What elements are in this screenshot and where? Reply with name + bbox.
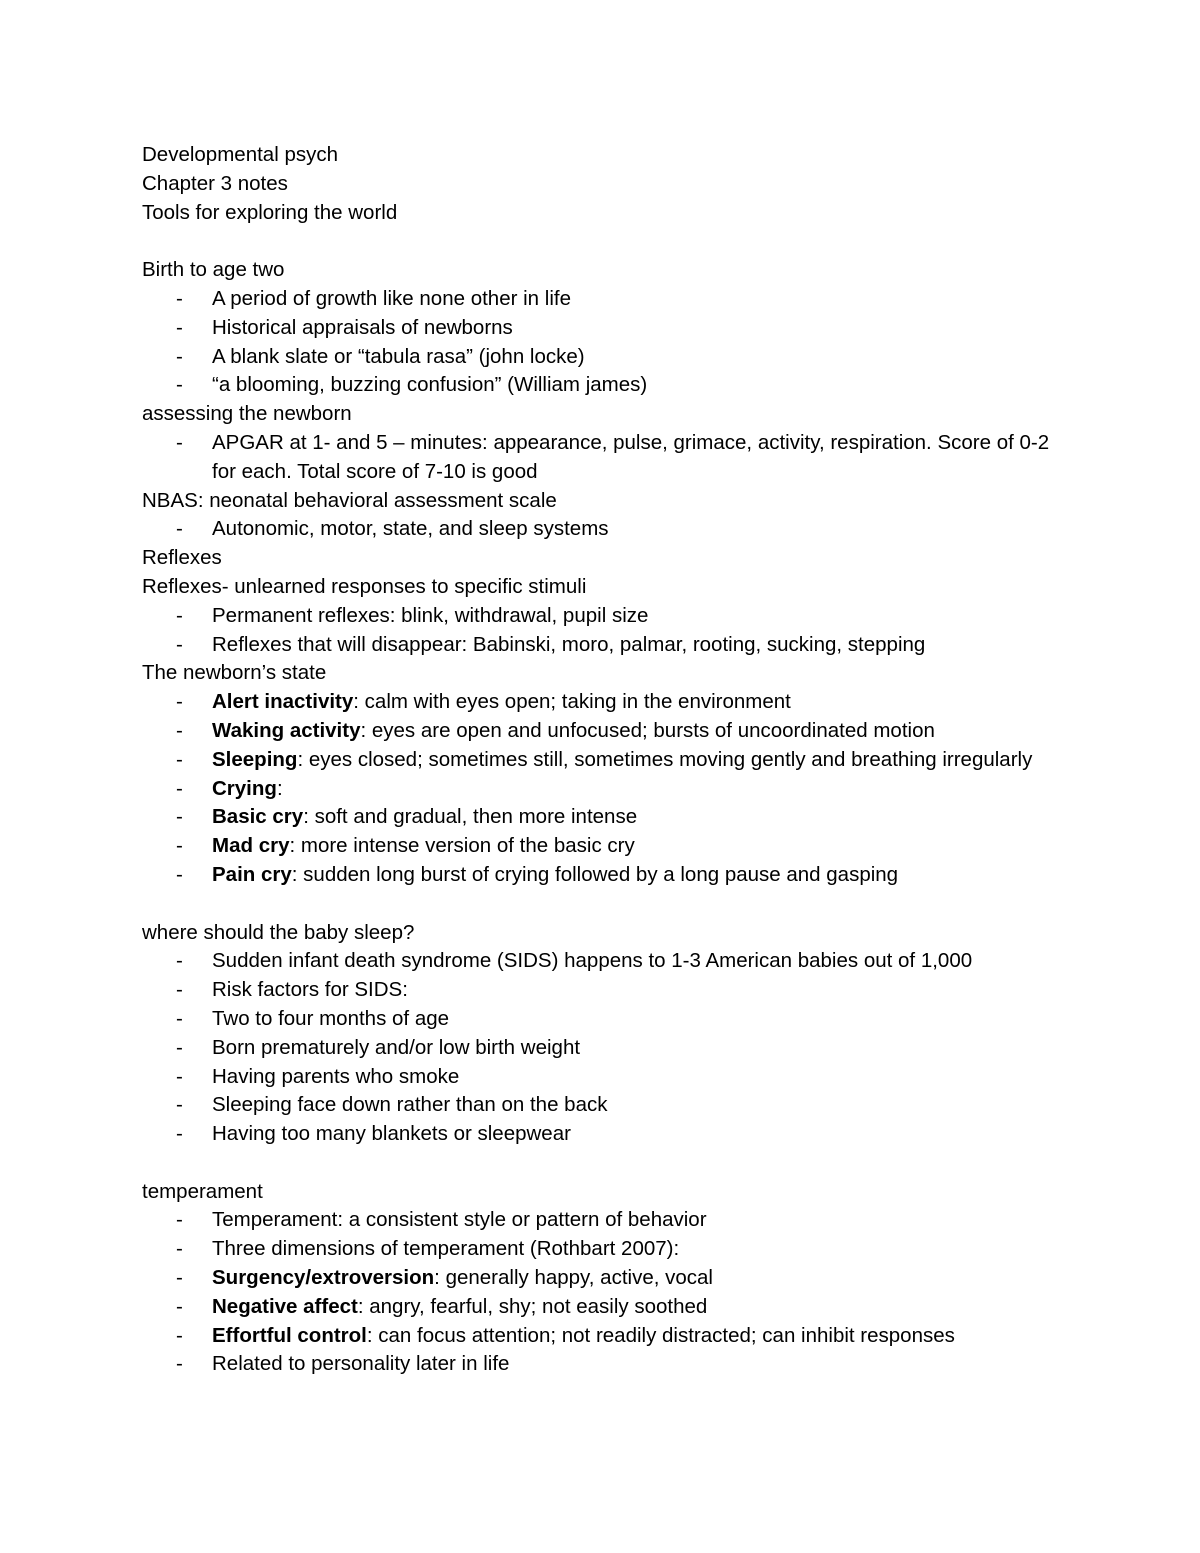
bullet-text: Three dimensions of temperament (Rothbart 2007): xyxy=(212,1237,680,1261)
bullet-item xyxy=(142,832,1062,861)
bullet-item xyxy=(142,371,1062,400)
bullet-dash: - xyxy=(176,1266,183,1290)
bullet-dash: - xyxy=(176,1093,183,1117)
bullet-text: A blank slate or “tabula rasa” (john locke) xyxy=(212,344,585,368)
bullet-item xyxy=(142,1063,1062,1092)
text-line: The newborn’s state xyxy=(142,661,327,685)
bullet-dash: - xyxy=(176,747,183,771)
bullet-item xyxy=(142,602,1062,631)
text-line: Chapter 3 notes xyxy=(142,171,288,195)
bullet-text: : sudden long burst of crying followed by a long pause and gasping xyxy=(291,862,899,886)
bullet-item xyxy=(142,343,1062,372)
bullet-item xyxy=(142,1120,1062,1149)
blank-line xyxy=(142,227,1062,256)
bullet-dash: - xyxy=(176,603,183,627)
bullet-dash: - xyxy=(176,690,183,714)
bullet-term: Waking activity xyxy=(212,718,361,742)
bullet-text: : eyes closed; sometimes still, sometimes moving gently and breathing irregularly xyxy=(297,747,1033,771)
bullet-text: Temperament: a consistent style or pattern of behavior xyxy=(212,1208,707,1232)
bullet-term: Mad cry xyxy=(212,834,290,858)
bullet-text: : more intense version of the basic cry xyxy=(289,834,635,858)
bullet-dash: - xyxy=(176,862,183,886)
bullet-text: A period of growth like none other in life xyxy=(212,286,571,310)
bullet-term: Negative affect xyxy=(212,1294,358,1318)
bullet-text: “a blooming, buzzing confusion” (William james) xyxy=(212,373,648,397)
bullet-dash: - xyxy=(176,1035,183,1059)
bullet-item xyxy=(142,285,1062,314)
bullet-dash: - xyxy=(176,344,183,368)
bullet-dash: - xyxy=(176,632,183,656)
bullet-dash: - xyxy=(176,1208,183,1232)
bullet-item xyxy=(142,1264,1062,1293)
bullet-term: Sleeping xyxy=(212,747,298,771)
bullet-item xyxy=(142,861,1062,890)
bullet-text: : soft and gradual, then more intense xyxy=(303,805,638,829)
bullet-item xyxy=(142,1350,1062,1379)
bullet-text: Born prematurely and/or low birth weight xyxy=(212,1035,581,1059)
bullet-item xyxy=(142,1034,1062,1063)
bullet-text: Historical appraisals of newborns xyxy=(212,315,513,339)
bullet-text: Having parents who smoke xyxy=(212,1064,460,1088)
bullet-item xyxy=(142,688,1062,717)
bullet-item xyxy=(142,1206,1062,1235)
bullet-item xyxy=(142,717,1062,746)
text-line: temperament xyxy=(142,1179,263,1203)
bullet-text: Permanent reflexes: blink, withdrawal, pupil size xyxy=(212,603,649,627)
bullet-dash: - xyxy=(176,373,183,397)
bullet-item xyxy=(142,1005,1062,1034)
bullet-text: : xyxy=(276,776,283,800)
bullet-text: Two to four months of age xyxy=(212,1006,450,1030)
bullet-dash: - xyxy=(176,1237,183,1261)
bullet-dash: - xyxy=(176,834,183,858)
bullet-item xyxy=(142,1235,1062,1264)
bullet-item xyxy=(142,803,1062,832)
text-line: Tools for exploring the world xyxy=(142,200,398,224)
bullet-item xyxy=(142,631,1062,660)
bullet-text: : can focus attention; not readily distracted; can inhibit responses xyxy=(366,1323,955,1347)
blank-line xyxy=(142,1149,1062,1178)
bullet-dash: - xyxy=(176,1294,183,1318)
bullet-item xyxy=(142,1091,1062,1120)
bullet-dash: - xyxy=(176,718,183,742)
text-line: Developmental psych xyxy=(142,143,338,166)
bullet-dash: - xyxy=(176,805,183,829)
bullet-term: Pain cry xyxy=(212,862,292,886)
bullet-text: Risk factors for SIDS: xyxy=(212,978,408,1002)
blank-line xyxy=(142,890,1062,919)
bullet-item xyxy=(142,515,1062,544)
bullet-item xyxy=(142,1322,1062,1351)
bullet-term: Effortful control xyxy=(212,1323,367,1347)
bullet-text: : eyes are open and unfocused; bursts of uncoordinated motion xyxy=(360,718,935,742)
bullet-text: Sleeping face down rather than on the back xyxy=(212,1093,608,1117)
bullet-term: Surgency/extroversion xyxy=(212,1266,435,1290)
text-line: assessing the newborn xyxy=(142,402,352,426)
bullet-dash: - xyxy=(176,1006,183,1030)
bullet-text: : generally happy, active, vocal xyxy=(434,1266,713,1290)
bullet-text: Sudden infant death syndrome (SIDS) happens to 1-3 American babies out of 1,000 xyxy=(212,949,973,973)
bullet-text: Autonomic, motor, state, and sleep systems xyxy=(212,517,609,541)
bullet-dash: - xyxy=(176,286,183,310)
bullet-term: Basic cry xyxy=(212,805,304,829)
bullet-dash: - xyxy=(176,949,183,973)
bullet-text: : angry, fearful, shy; not easily soothed xyxy=(357,1294,708,1318)
document-body xyxy=(142,141,1062,1379)
bullet-dash: - xyxy=(176,1064,183,1088)
bullet-dash: - xyxy=(176,1323,183,1347)
bullet-text: : calm with eyes open; taking in the environment xyxy=(353,690,791,714)
bullet-item xyxy=(142,775,1062,804)
text-line: where should the baby sleep? xyxy=(142,920,415,944)
bullet-item xyxy=(142,976,1062,1005)
bullet-text: APGAR at 1- and 5 – minutes: appearance, pulse, grimace, activity, respiration. Score of 0-2 for each. Total score of 7-10 is good xyxy=(212,430,1050,483)
bullet-item xyxy=(142,947,1062,976)
bullet-item xyxy=(142,746,1062,775)
bullet-item xyxy=(142,429,1062,487)
bullet-dash: - xyxy=(176,517,183,541)
text-line: Reflexes xyxy=(142,546,222,570)
bullet-text: Related to personality later in life xyxy=(212,1352,510,1376)
bullet-dash: - xyxy=(176,430,183,454)
bullet-item xyxy=(142,314,1062,343)
bullet-text: Having too many blankets or sleepwear xyxy=(212,1122,571,1146)
bullet-term: Alert inactivity xyxy=(212,690,354,714)
bullet-item xyxy=(142,1293,1062,1322)
bullet-text: Reflexes that will disappear: Babinski, moro, palmar, rooting, sucking, stepping xyxy=(212,632,926,656)
bullet-term: Crying xyxy=(212,776,277,800)
bullet-dash: - xyxy=(176,1122,183,1146)
bullet-dash: - xyxy=(176,776,183,800)
text-line: Birth to age two xyxy=(142,258,285,282)
bullet-dash: - xyxy=(176,315,183,339)
bullet-dash: - xyxy=(176,1352,183,1376)
bullet-dash: - xyxy=(176,978,183,1002)
text-line: NBAS: neonatal behavioral assessment scale xyxy=(142,488,557,512)
text-line: Reflexes- unlearned responses to specific stimuli xyxy=(142,574,587,598)
